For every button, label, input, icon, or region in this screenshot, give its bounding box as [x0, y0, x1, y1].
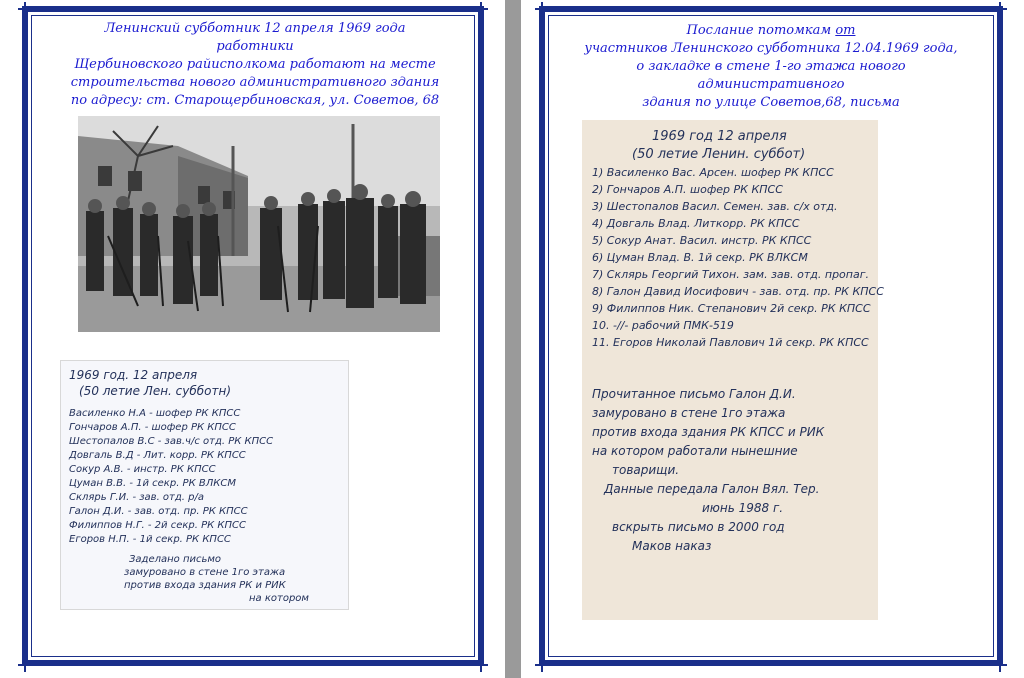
caption-underlined-word: от	[835, 23, 856, 38]
letter-line: (50 летие Ленин. суббот)	[632, 147, 806, 162]
letter-line: Данные передала Галон Вял. Тер.	[604, 482, 820, 496]
caption-line	[561, 22, 981, 40]
caption-line: по адресу: ст. Старощербиновская, ул. Советов, 68	[70, 93, 440, 108]
note-line: Склярь Г.И. - зав. отд. р/а	[69, 492, 204, 503]
letter-line: 7) Склярь Георгий Тихон. зам. зав. отд. пропаг.	[592, 268, 869, 281]
frame-corner-icon	[993, 2, 1007, 16]
note-line: Заделано письмо	[129, 554, 222, 565]
caption-line: о закладке в стене 1-го этажа нового административного	[636, 59, 906, 92]
page-gap	[505, 0, 521, 678]
letter-line: против входа здания РК КПСС и РИК	[592, 425, 825, 439]
letter-line: 10. -//- рабочий ПМК-519	[592, 319, 734, 332]
note-line: Василенко Н.А - шофер РК КПСС	[69, 408, 241, 419]
note-line: Филиппов Н.Г. - 2й секр. РК КПСС	[69, 520, 247, 531]
note-line: на котором	[249, 593, 309, 604]
left-caption	[70, 20, 440, 110]
note-line: 1969 год. 12 апреля	[69, 368, 198, 382]
letter-line: на котором работали нынешние	[592, 444, 798, 458]
note-line: (50 летие Лен. субботн)	[79, 384, 232, 398]
frame-corner-icon	[474, 2, 488, 16]
letter-photo	[582, 120, 884, 620]
note-line: замуровано в стене 1го этажа	[124, 567, 286, 578]
letter-line: 1) Василенко Вас. Арсен. шофер РК КПСС	[592, 166, 834, 179]
handwritten-note-photo	[60, 360, 349, 610]
note-line: против входа здания РК и РИК	[124, 580, 286, 591]
letter-line: замуровано в стене 1го этажа	[592, 406, 786, 420]
right-caption	[561, 22, 981, 112]
caption-line: Ленинский субботник 12 апреля 1969 года работники	[104, 21, 406, 54]
caption-line: участников Ленинского субботника 12.04.1969 года,	[584, 41, 958, 56]
frame-corner-icon	[535, 658, 549, 672]
letter-line: 11. Егоров Николай Павлович 1й секр. РК КПСС	[592, 336, 869, 349]
caption-text: Послание потомкам	[686, 23, 836, 38]
letter-line: Маков наказ	[632, 539, 712, 553]
letter-line: 5) Сокур Анат. Васил. инстр. РК КПСС	[592, 234, 812, 247]
workers-photo-image	[78, 116, 440, 332]
note-text	[69, 367, 309, 605]
subbotnik-photo	[78, 116, 440, 332]
letter-line: 1969 год 12 апреля	[652, 129, 787, 144]
note-line: Гончаров А.П. - шофер РК КПСС	[69, 422, 236, 433]
left-page	[0, 0, 505, 678]
letter-line: товарищи.	[612, 463, 680, 477]
caption-line: здания по улице Советов,68, письма	[642, 95, 900, 110]
letter-line: 9) Филиппов Ник. Степанович 2й секр. РК КПСС	[592, 302, 871, 315]
caption-line: строительства нового административного здания	[70, 75, 440, 90]
letter-line: 6) Цуман Влад. В. 1й секр. РК ВЛКСМ	[592, 251, 808, 264]
frame-corner-icon	[18, 2, 32, 16]
note-line: Довгаль В.Д - Лит. корр. РК КПСС	[69, 450, 246, 461]
letter-line: Прочитанное письмо Галон Д.И.	[592, 387, 796, 401]
frame-corner-icon	[535, 2, 549, 16]
letter-line: июнь 1988 г.	[702, 501, 784, 515]
caption-line: Щербиновского райисполкома работают на месте	[74, 57, 436, 72]
letter-line: 8) Галон Давид Иосифович - зав. отд. пр. РК КПСС	[592, 285, 884, 298]
note-line: Егоров Н.П. - 1й секр. РК КПСС	[69, 534, 231, 545]
letter-line: 3) Шестопалов Васил. Семен. зав. с/х отд.	[592, 200, 838, 213]
note-line: Шестопалов В.С - зав.ч/с отд. РК КПСС	[69, 436, 274, 447]
frame-corner-icon	[474, 658, 488, 672]
note-line: Цуман В.В. - 1й секр. РК ВЛКСМ	[69, 478, 236, 489]
frame-corner-icon	[993, 658, 1007, 672]
letter-line: 2) Гончаров А.П. шофер РК КПСС	[592, 183, 783, 196]
note-line: Галон Д.И. - зав. отд. пр. РК КПСС	[69, 506, 248, 517]
letter-text	[592, 128, 884, 556]
letter-line: 4) Довгаль Влад. Литкорр. РК КПСС	[592, 217, 800, 230]
note-line: Сокур А.В. - инстр. РК КПСС	[69, 464, 216, 475]
letter-line: вскрыть письмо в 2000 год	[612, 520, 785, 534]
frame-corner-icon	[18, 658, 32, 672]
